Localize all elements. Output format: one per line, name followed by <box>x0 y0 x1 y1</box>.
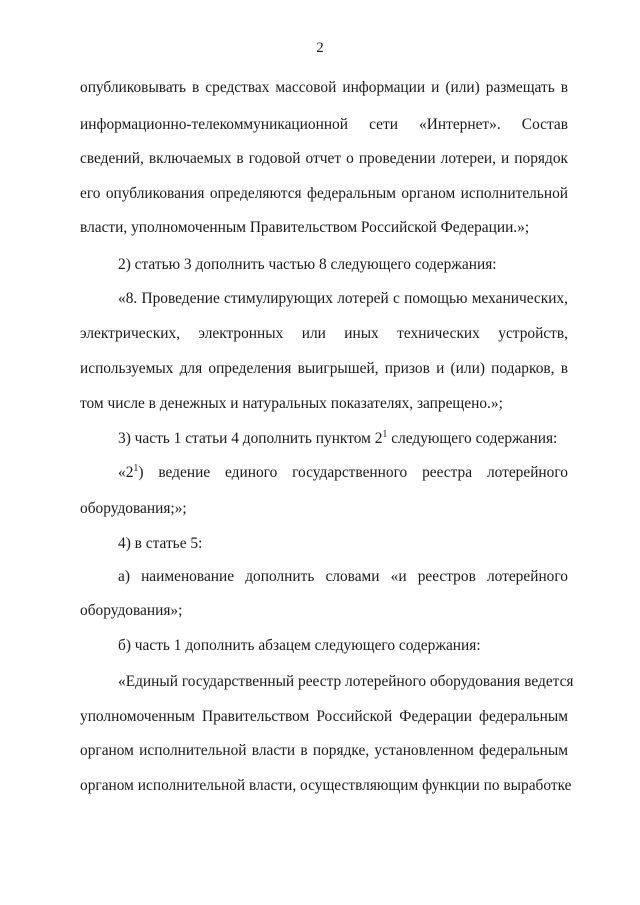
text-line: «8. Проведение стимулирующих лотерей с помощью механических, <box>118 290 568 307</box>
text-line: а) наименование дополнить словами «и реестров лотерейного <box>118 568 568 585</box>
text-line <box>118 430 568 448</box>
text-run: 3) часть 1 статьи 4 дополнить пунктом 2 <box>118 430 383 447</box>
text-line: 2) статью 3 дополнить частью 8 следующего содержания: <box>118 256 497 273</box>
page-number: 2 <box>316 40 324 56</box>
text-run: следующего содержания: <box>387 430 558 447</box>
text-run: ) ведение единого государственного реестра лотерейного <box>138 464 568 481</box>
text-line: уполномоченным Правительством Российской Федерации федеральным <box>80 708 568 725</box>
superscript: 1 <box>133 463 139 474</box>
text-line: 4) в статье 5: <box>118 535 203 552</box>
text-line: используемых для определения выигрышей, призов и (или) подарков, в <box>80 360 568 377</box>
text-line: сведений, включаемых в годовой отчет о проведении лотереи, и порядок <box>80 150 568 167</box>
text-line: его опубликования определяются федеральным органом исполнительной <box>80 185 568 202</box>
text-line: «Единый государственный реестр лотерейного оборудования ведется <box>118 673 574 690</box>
text-line: оборудования»; <box>80 602 183 619</box>
text-line: информационно-телекоммуникационной сети «Интернет». Состав <box>80 116 568 133</box>
text-line: власти, уполномоченным Правительством Российской Федерации.»; <box>80 219 530 236</box>
superscript: 1 <box>382 429 388 440</box>
text-line: органом исполнительной власти, осуществляющим функции по выработке <box>80 777 572 794</box>
text-line: электрических, электронных или иных технических устройств, <box>80 325 568 342</box>
text-line <box>118 464 568 482</box>
text-run: «2 <box>118 464 134 481</box>
text-line: б) часть 1 дополнить абзацем следующего содержания: <box>118 637 481 654</box>
text-line: том числе в денежных и натуральных показателях, запрещено.»; <box>80 395 503 412</box>
text-line: органом исполнительной власти в порядке, установленном федеральным <box>80 742 568 759</box>
text-line: опубликовывать в средствах массовой информации и (или) размещать в <box>80 79 568 96</box>
text-line: оборудования;»; <box>80 500 187 517</box>
